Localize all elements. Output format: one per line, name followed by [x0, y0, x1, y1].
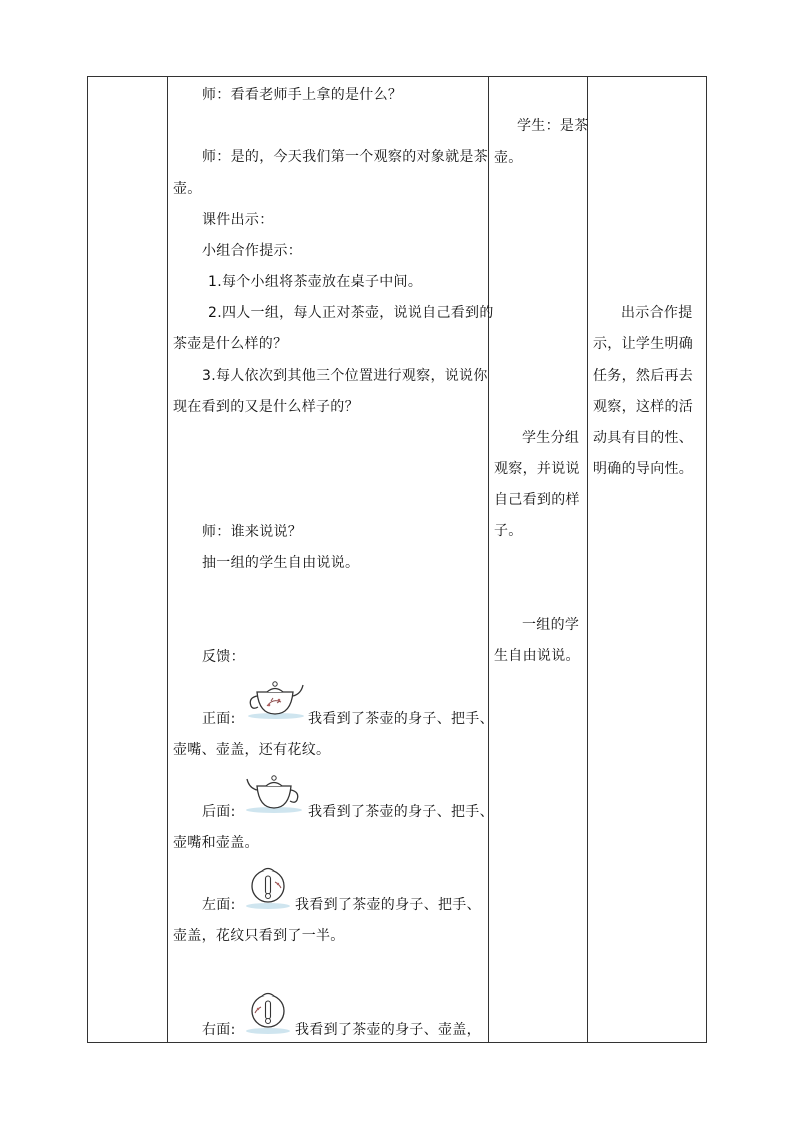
right-desc: 我看到了茶壶的身子、壶盖， — [295, 1022, 481, 1038]
column-divider — [587, 77, 588, 1042]
tip-1: 1.每个小组将茶壶放在桌子中间。 — [208, 274, 423, 290]
left-desc: 我看到了茶壶的身子、把手、 — [295, 897, 481, 913]
tip-3-cont: 现在看到的又是什么样子的？ — [173, 399, 359, 415]
teacher-statement: 师：是的，今天我们第一个观察的对象就是茶 — [202, 149, 488, 165]
group-tip-heading: 小组合作提示： — [202, 243, 303, 259]
student-group-obs-2: 观察，并说说 — [494, 461, 580, 477]
left-desc-cont: 壶盖，花纹只看到了一半。 — [173, 928, 345, 944]
tip-2: 2.四人一组，每人正对茶壶，说说自己看到的 — [208, 305, 494, 321]
tip-3: 3.每人依次到其他三个位置进行观察，说说你 — [202, 368, 488, 384]
design-note-2: 示，让学生明确 — [593, 336, 694, 352]
back-desc: 我看到了茶壶的身子、把手、 — [308, 804, 494, 820]
teacher-question: 师：看看老师手上拿的是什么？ — [202, 87, 403, 103]
teapot-back-image — [243, 770, 305, 814]
teapot-front-image — [245, 676, 307, 720]
student-answer: 学生：是茶 — [517, 118, 589, 134]
teapot-left-image — [244, 862, 292, 910]
design-note-1: 出示合作提 — [621, 305, 693, 321]
student-free-talk-cont: 生自由说说。 — [494, 648, 580, 664]
teacher-who-speaks: 师：谁来说说？ — [202, 524, 303, 540]
group-free-talk: 抽一组的学生自由说说。 — [202, 555, 360, 571]
teacher-statement-cont: 壶。 — [173, 181, 202, 197]
back-label: 后面: — [202, 804, 236, 820]
front-desc-cont: 壶嘴、壶盖，还有花纹。 — [173, 742, 331, 758]
student-group-obs-4: 子。 — [494, 523, 523, 539]
back-desc-cont: 壶嘴和壶盖。 — [173, 835, 259, 851]
design-note-6: 明确的导向性。 — [593, 461, 694, 477]
left-label: 左面: — [202, 897, 236, 913]
right-label: 右面: — [202, 1022, 236, 1038]
student-group-obs: 学生分组 — [522, 430, 580, 446]
front-label: 正面: — [202, 711, 236, 727]
column-divider — [488, 77, 489, 1042]
tip-2-cont: 茶壶是什么样的？ — [173, 336, 288, 352]
teapot-right-image — [244, 987, 292, 1035]
courseware-show: 课件出示： — [202, 212, 274, 228]
feedback-heading: 反馈： — [202, 649, 245, 665]
design-note-3: 任务，然后再去 — [593, 368, 694, 384]
front-desc: 我看到了茶壶的身子、把手、 — [308, 711, 494, 727]
design-note-5: 动具有目的性、 — [593, 430, 694, 446]
student-group-obs-3: 自己看到的样 — [494, 492, 580, 508]
student-free-talk: 一组的学 — [522, 617, 580, 633]
column-divider — [167, 77, 168, 1042]
student-answer-cont: 壶。 — [494, 150, 523, 166]
design-note-4: 观察，这样的活 — [593, 399, 694, 415]
